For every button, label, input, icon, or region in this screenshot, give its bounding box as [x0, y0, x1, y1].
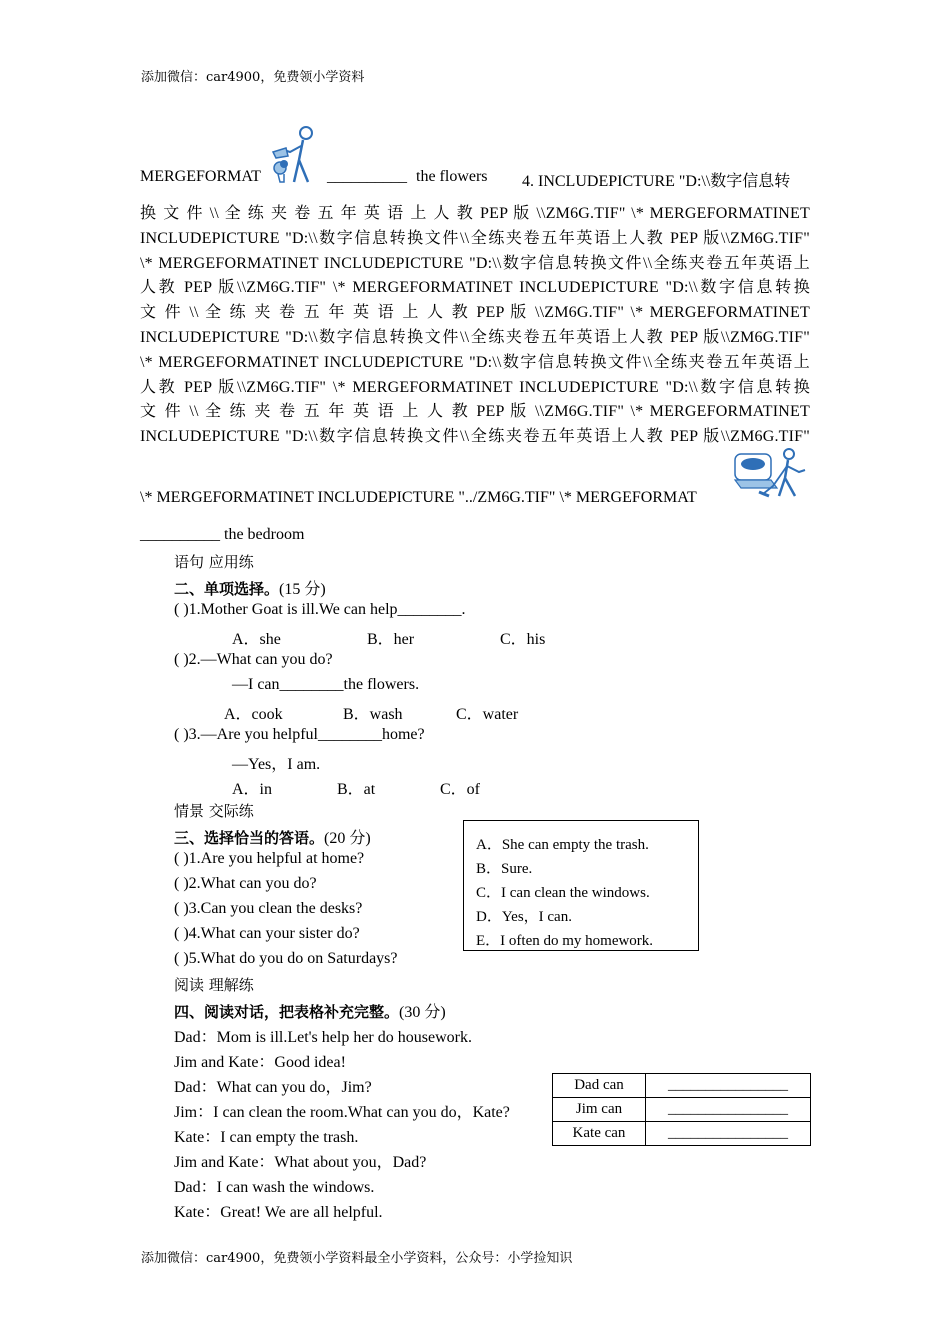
- dialogue-line: Jim and Kate：What about you，Dad?: [174, 1154, 427, 1171]
- flowers-text: the flowers: [416, 168, 488, 185]
- part4-title: 四、阅读对话，把表格补充完整。: [174, 1003, 400, 1021]
- include-picture-paragraph: [140, 202, 810, 450]
- merge-format-text: MERGEFORMAT: [140, 168, 261, 185]
- option-a: A．in: [232, 781, 273, 798]
- paragraph-line: \* MERGEFORMATINET INCLUDEPICTURE "D:\\数字信息转换文件\\全练夹卷五年英语上: [140, 254, 810, 272]
- table-label: Dad can: [553, 1074, 646, 1098]
- option-b: B．wash: [343, 706, 403, 723]
- watering-flowers-icon: [270, 124, 322, 186]
- page-footer: 添加微信：car4900，免费领小学资料最全小学资料，公众号：小学捡知识: [141, 1251, 573, 1266]
- question-line: ( )3.—Are you helpful________home?: [174, 726, 425, 743]
- answer-blank: __________: [327, 168, 407, 185]
- paragraph-line: 人教 PEP 版\\ZM6G.TIF" \* MERGEFORMATINET INCLUDEPICTURE "D:\\数字信息转换: [140, 279, 810, 297]
- part3-title: 三、选择恰当的答语。: [174, 829, 325, 847]
- dialogue-line: Jim：I can clean the room.What can you do，Kate?: [174, 1104, 510, 1121]
- exercise-row-bedroom: __________ the bedroom: [140, 526, 305, 543]
- dialogue-line: Kate：Great! We are all helpful.: [174, 1204, 383, 1221]
- answer-option: D．Yes，I can.: [476, 909, 572, 925]
- part4-score: (30 分): [399, 1004, 446, 1021]
- part4-heading: [174, 999, 446, 1022]
- table-row: [553, 1074, 811, 1098]
- section-label-sentence: 语句 应用练: [174, 553, 254, 571]
- dialogue-line: Dad：Mom is ill.Let's help her do housework.: [174, 1029, 472, 1046]
- page-header: 添加微信：car4900，免费领小学资料: [141, 70, 365, 85]
- question-line: ( )5.What do you do on Saturdays?: [174, 950, 398, 967]
- part2-title: 二、单项选择。: [174, 580, 280, 598]
- paragraph-line: 换 文 件 \\ 全 练 夹 卷 五 年 英 语 上 人 教 PEP 版 \\ZM6G.TIF" \* MERGEFORMATINET: [140, 205, 810, 222]
- part3-heading: [174, 825, 371, 848]
- table-row: [553, 1098, 811, 1122]
- answer-option: B．Sure.: [476, 861, 533, 877]
- question-line: ( )1.Mother Goat is ill.We can help________.: [174, 601, 466, 618]
- option-c: C．of: [440, 781, 481, 798]
- cleaning-bedroom-icon: [733, 446, 809, 500]
- section-label-situation: 情景 交际练: [174, 802, 254, 820]
- option-b: B．her: [367, 631, 415, 648]
- dialogue-line: Kate：I can empty the trash.: [174, 1129, 359, 1146]
- question-line: ( )2.What can you do?: [174, 875, 317, 892]
- table-label: Jim can: [553, 1098, 646, 1122]
- paragraph-line: 文 件 \\ 全 练 夹 卷 五 年 英 语 上 人 教 PEP 版 \\ZM6G.TIF" \* MERGEFORMATINET: [140, 304, 810, 322]
- merge-format-line: \* MERGEFORMATINET INCLUDEPICTURE "../ZM6G.TIF" \* MERGEFORMAT: [140, 489, 697, 506]
- option-c: C．water: [456, 706, 519, 723]
- paragraph-line: 文 件 \\ 全 练 夹 卷 五 年 英 语 上 人 教 PEP 版 \\ZM6G.TIF" \* MERGEFORMATINET: [140, 403, 810, 421]
- question-line: ( )4.What can your sister do?: [174, 925, 360, 942]
- dialogue-line: Jim and Kate：Good idea!: [174, 1054, 346, 1071]
- paragraph-line: INCLUDEPICTURE "D:\\数字信息转换文件\\全练夹卷五年英语上人教 PEP 版\\ZM6G.TIF": [140, 229, 810, 247]
- question-line: ( )3.Can you clean the desks?: [174, 900, 363, 917]
- paragraph-line: INCLUDEPICTURE "D:\\数字信息转换文件\\全练夹卷五年英语上人教 PEP 版\\ZM6G.TIF": [140, 428, 810, 446]
- answer-option: A．She can empty the trash.: [476, 837, 649, 853]
- option-a: A．she: [232, 631, 281, 648]
- exercise-row-flowers: [140, 168, 810, 188]
- paragraph-line: \* MERGEFORMATINET INCLUDEPICTURE "D:\\数字信息转换文件\\全练夹卷五年英语上: [140, 353, 810, 371]
- dialogue-line: Dad：I can wash the windows.: [174, 1179, 375, 1196]
- option-b: B．at: [337, 781, 376, 798]
- part3-score: (20 分): [324, 830, 371, 847]
- question-sub-line: —I can________the flowers.: [232, 676, 420, 693]
- table-blank[interactable]: ________________: [646, 1074, 811, 1098]
- table-blank[interactable]: ________________: [646, 1098, 811, 1122]
- option-c: C．his: [500, 631, 546, 648]
- include-picture-text: 4. INCLUDEPICTURE "D:\\数字信息转: [522, 173, 791, 190]
- part2-score: (15 分): [279, 581, 326, 598]
- option-a: A．cook: [224, 706, 283, 723]
- answer-options-box: [463, 820, 699, 951]
- answer-option: E．I often do my homework.: [476, 933, 654, 949]
- part2-heading: [174, 576, 326, 599]
- section-label-reading: 阅读 理解练: [174, 976, 254, 994]
- table-row: [553, 1122, 811, 1146]
- question-sub-line: —Yes，I am.: [232, 756, 321, 773]
- dialogue-line: Dad：What can you do，Jim?: [174, 1079, 372, 1096]
- table-label: Kate can: [553, 1122, 646, 1146]
- fill-in-table: [552, 1073, 811, 1146]
- question-line: ( )2.—What can you do?: [174, 651, 333, 668]
- paragraph-line: 人教 PEP 版\\ZM6G.TIF" \* MERGEFORMATINET INCLUDEPICTURE "D:\\数字信息转换: [140, 378, 810, 396]
- paragraph-line: INCLUDEPICTURE "D:\\数字信息转换文件\\全练夹卷五年英语上人教 PEP 版\\ZM6G.TIF": [140, 328, 810, 346]
- table-blank[interactable]: ________________: [646, 1122, 811, 1146]
- question-line: ( )1.Are you helpful at home?: [174, 850, 365, 867]
- answer-option: C．I can clean the windows.: [476, 885, 650, 901]
